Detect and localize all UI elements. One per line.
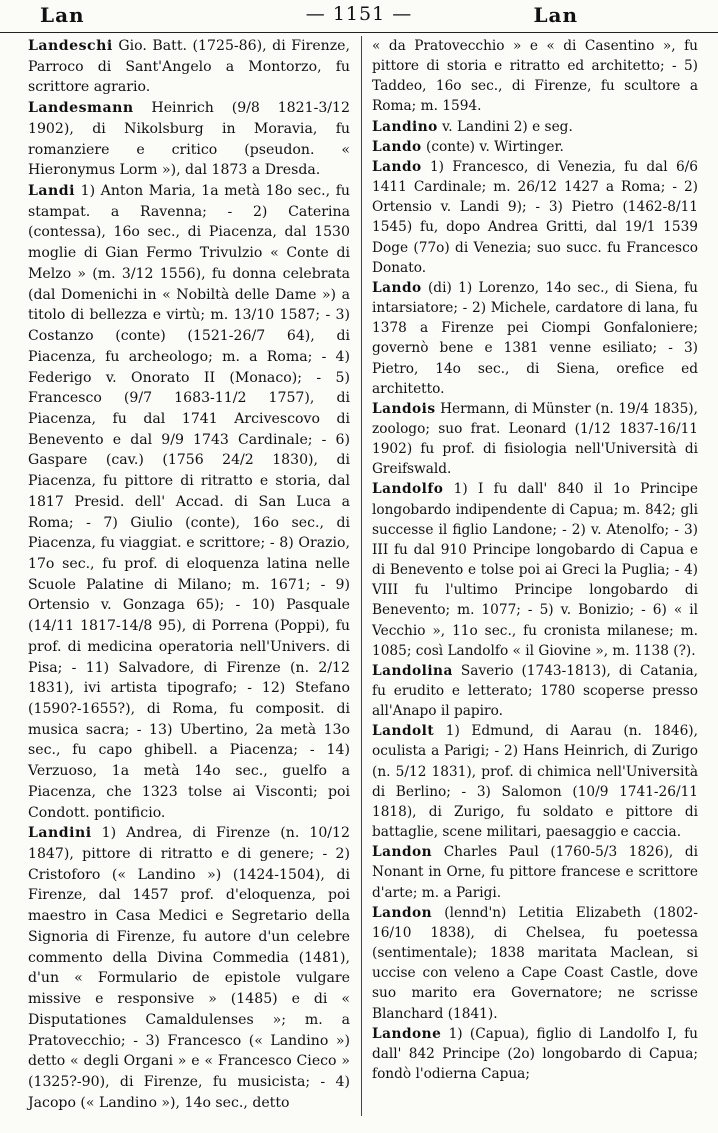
entry-landi [28, 181, 350, 823]
headword: Landolfo [372, 481, 444, 498]
entry-text: 1) Edmund, di Aarau (n. 1846), oculista a Parigi; - 2) Hans Heinrich, di Zurigo (n. 5/12 1831), prof. di chimica nell'Università di Berlino; - 3) Salomon (10/9 1741-26/11 1818), di Zurigo, fu soldato e pittore di battaglie, scene militari, paesaggio e caccia. [372, 723, 698, 841]
headword: Lando [372, 279, 422, 296]
running-head-left: Lan [40, 3, 85, 27]
entry-landolina [372, 661, 698, 721]
entry-text: Charles Paul (1760-5/3 1826), di Nonant in Orne, fu pittore francese e scrittore d'arte; m. a Parigi. [372, 844, 698, 901]
entry-lando [372, 157, 698, 278]
left-column [28, 36, 350, 1113]
entry-text: « da Pratovecchio » e « di Casentino », fu pittore di storia e ritratto ed architetto; - 5) Taddeo, 16o sec., di Firenze, fu scultore a Roma; m. 1594. [372, 38, 698, 115]
entry-text: Heinrich (9/8 1821-3/12 1902), di Nikolsburg in Moravia, fu romanziere e critico (pseudon. « Hieronymus Lorm »), dal 1873 a Dresda. [28, 100, 350, 179]
entry-lando-conte [372, 137, 698, 157]
entry-text: Hermann, di Münster (n. 19/4 1835), zoologo; suo frat. Leonard (1/12 1837-16/11 1902) fu prof. di fisiologia nell'Università di Greifswald. [372, 400, 698, 478]
headword: Landino [372, 118, 438, 135]
headword: Landon [372, 904, 433, 921]
page-number: — 1151 — [305, 3, 413, 25]
entry-landolfo [372, 479, 698, 660]
entry-text: 1) (Capua), figlio di Landolfo I, fu dall' 842 Principe (2o) longobardo di Capua; fondò l'odierna Capua; [372, 1025, 698, 1082]
entry-landone [372, 1024, 698, 1084]
entry-landeschi [28, 36, 350, 98]
headword: Lando [372, 138, 422, 155]
running-head-right: Lan [533, 3, 578, 27]
entry-text: Saverio (1743-1813), di Catania, fu erudito e letterato; 1780 scoperse presso all'Anapo il papiro. [372, 662, 698, 720]
entry-landon-letitia [372, 903, 698, 1024]
entry-landini-continued [372, 36, 698, 117]
headword: Landon [372, 844, 433, 861]
right-column [372, 36, 698, 1084]
headword: Lando [372, 158, 422, 175]
headword: Landini [28, 825, 92, 842]
entry-text: Gio. Batt. (1725-86), di Firenze, Parroco di Sant'Angelo a Montorzo, fu scrittore agrario. [28, 38, 350, 96]
entry-text: (di) 1) Lorenzo, 14o sec., di Siena, fu intarsiatore; - 2) Michele, cardatore di lana, fu 1378 a Firenze pei Ciompi Gonfaloniere; governò bene e 1381 venne esiliato; - 3) Pietro, 14o sec., di Siena, orefice ed architetto. [372, 279, 698, 397]
entry-text: 1) Anton Maria, 1a metà 18o sec., fu stampat. a Ravenna; - 2) Caterina (contessa), 16o sec., di Piacenza, dal 1530 moglie di Gian Fermo Trivulzio « Conte di Melzo » (m. 3/12 1556), fu donna celebrata (dal Domenichi in « Nobiltà delle Dame ») a titolo di bellezza e virtù; m. 13/10 1587; - 3) Costanzo (conte) (1521-26/7 64), di Piacenza, fu archeologo; m. a Roma; - 4) Federigo v. Onorato II (Monaco); - 5) Francesco (9/7 1683-11/2 1757), di Piacenza, fu dal 1741 Arcivescovo di Benevento e dal 9/9 1743 Cardinale; - 6) Gaspare (cav.) (1756 24/2 1830), di Piacenza, fu pittore di ritratto e storia, dal 1817 Presid. dell' Accad. di San Luca a Roma; - 7) Giulio (conte), 16o sec., di Piacenza, fu viaggiat. e scrittore; - 8) Orazio, 17o sec., fu prof. di eloquenza latina nelle Scuole Palatine di Milano; m. 1671; - 9) Ortensio v. Gonzaga 65); - 10) Pasquale (14/11 1817-14/8 95), di Porrena (Poppi), fu prof. di medicina operatoria nell'Univers. di Pisa; - 11) Salvadore, di Firenze (n. 2/12 1831), ivi artista tipografo; - 12) Stefano (1590?-1655?), di Roma, fu composit. di musica sacra; - 13) Ubertino, 2a metà 13o sec., fu capo ghibell. a Piacenza; - 14) Verzuoso, 1a metà 14o sec., guelfo a Piacenza, che 1323 tolse ai Visconti; poi Condott. pontificio. [28, 183, 350, 821]
entry-text: (conte) v. Wirtinger. [421, 138, 564, 155]
headword: Landois [372, 400, 436, 417]
entry-landolt [372, 721, 698, 842]
page-header [0, 0, 718, 33]
headword: Landesmann [28, 100, 134, 117]
headword: Landolt [372, 723, 435, 740]
entry-text: v. Landini 2) e seg. [437, 118, 573, 135]
headword: Landone [372, 1025, 442, 1042]
entry-text: (lennd'n) Letitia Elizabeth (1802-16/10 1838), di Chelsea, fu poetessa (sentimentale); 1838 maritata Maclean, si uccise con veleno a Cape Coast Castle, dove suo marito era Governatore; ne scrisse Blanchard (1841). [372, 904, 698, 1022]
headword: Landi [28, 183, 75, 200]
entry-text: 1) I fu dall' 840 il 1o Principe longobardo indipendente di Capua; m. 842; gli successe il figlio Landone; - 2) v. Atenolfo; - 3) III fu dal 910 Principe longobardo di Capua e di Benevento e tolse poi ai Greci la Puglia; - 4) VIII fu l'ultimo Principe longobardo di Benevento; m. 1077; - 5) v. Bonizio; - 6) « il Vecchio », 11o sec., fu cronista milanese; m. 1085; così Landolfo « il Giovine », m. 1138 (?). [372, 481, 698, 659]
entry-landesmann [28, 98, 350, 181]
headword: Landolina [372, 662, 453, 679]
entry-text: 1) Andrea, di Firenze (n. 10/12 1847), pittore di ritratto e di genere; - 2) Cristoforo (« Landino ») (1424-1504), di Firenze, dal 1457 prof. d'eloquenza, poi maestro in Casa Medici e Segretario della Signoria di Firenze, fu autore d'un celebre commento della Divina Commedia (1481), d'un « Formulario de epistole vulgare missive e responsive » (1485) e di « Disputationes Camaldulenses »; m. a Pratovecchio; - 3) Francesco (« Landino ») detto « degli Organi » e « Francesco Cieco » (1325?-90), di Firenze, fu musicista; - 4) Jacopo (« Landino »), 14o sec., detto [28, 825, 350, 1111]
headword: Landeschi [28, 38, 113, 54]
entry-landini [28, 823, 350, 1113]
entry-landois [372, 399, 698, 480]
column-divider [361, 36, 362, 1116]
entry-landon-charles [372, 842, 698, 902]
entry-landino [372, 117, 698, 137]
entry-text: 1) Francesco, di Venezia, fu dal 6/6 1411 Cardinale; m. 26/12 1427 a Roma; - 2) Ortensio v. Landi 9); - 3) Pietro (1462-8/11 1545) fu, dopo Andrea Gritti, dal 19/1 1539 Doge (77o) di Venezia; suo succ. fu Francesco Donato. [372, 158, 698, 276]
entry-lando-di [372, 278, 698, 399]
